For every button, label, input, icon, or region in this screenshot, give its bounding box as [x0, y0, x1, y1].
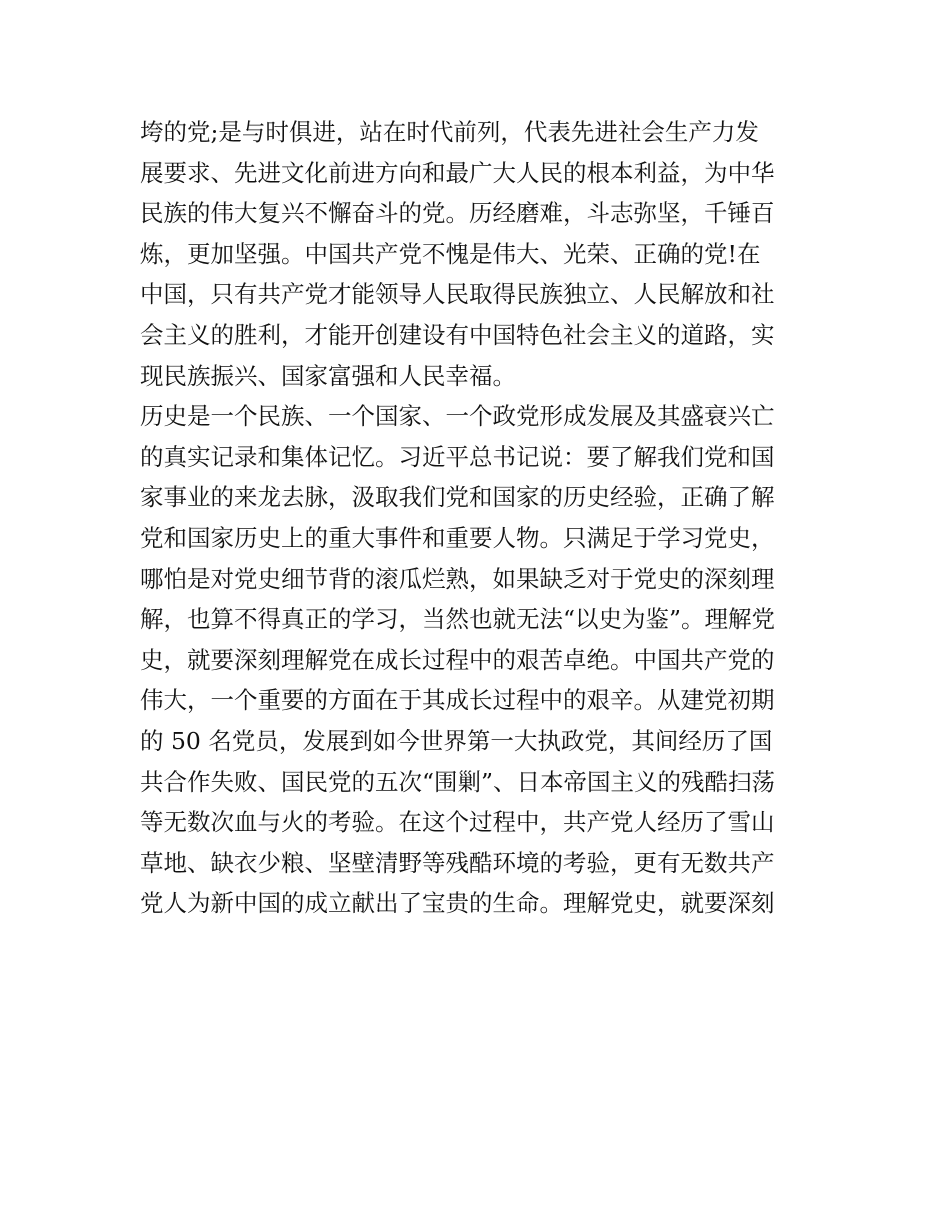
text-line: 伟大，一个重要的方面在于其成长过程中的艰辛。从建党初期 [140, 686, 775, 715]
text-line: 现民族振兴、国家富强和人民幸福。 [140, 361, 516, 390]
text-line: 垮的党;是与时俱进，站在时代前列，代表先进社会生产力发 [140, 118, 759, 146]
text-line: 史，就要深刻理解党在成长过程中的艰苦卓绝。中国共产党的 [140, 645, 775, 674]
text-line: 哪怕是对党史细节背的滚瓜烂熟，如果缺乏对于党史的深刻理 [140, 564, 775, 593]
text-line: 党和国家历史上的重大事件和重要人物。只满足于学习党史， [140, 523, 775, 552]
text-line: 等无数次血与火的考验。在这个过程中，共产党人经历了雪山 [140, 808, 775, 837]
text-line: 解，也算不得真正的学习，当然也就无法“以史为鉴”。理解党 [140, 605, 776, 634]
text-line: 家事业的来龙去脉，汲取我们党和国家的历史经验，正确了解 [140, 483, 775, 512]
text-line: 党人为新中国的成立献出了宝贵的生命。理解党史，就要深刻 [140, 889, 775, 918]
body-text [140, 112, 820, 924]
text-line: 会主义的胜利，才能开创建设有中国特色社会主义的道路，实 [140, 320, 775, 349]
text-line: 历史是一个民族、一个国家、一个政党形成发展及其盛衰兴亡 [140, 402, 775, 431]
text-line: 民族的伟大复兴不懈奋斗的党。历经磨难，斗志弥坚，千锤百 [140, 199, 775, 228]
text-line: 的真实记录和集体记忆。习近平总书记说：要了解我们党和国 [140, 442, 775, 471]
text-line: 展要求、先进文化前进方向和最广大人民的根本利益，为中华 [140, 158, 775, 187]
text-line: 炼，更加坚强。中国共产党不愧是伟大、光荣、正确的党!在 [140, 239, 761, 268]
text-line: 共合作失败、国民党的五次“围剿”、日本帝国主义的残酷扫荡 [140, 767, 776, 796]
text-line: 的 50 名党员，发展到如今世界第一大执政党，其间经历了国 [140, 726, 773, 755]
text-line: 草地、缺衣少粮、坚壁清野等残酷环境的考验，更有无数共产 [140, 848, 775, 877]
text-line: 中国，只有共产党才能领导人民取得民族独立、人民解放和社 [140, 280, 775, 309]
